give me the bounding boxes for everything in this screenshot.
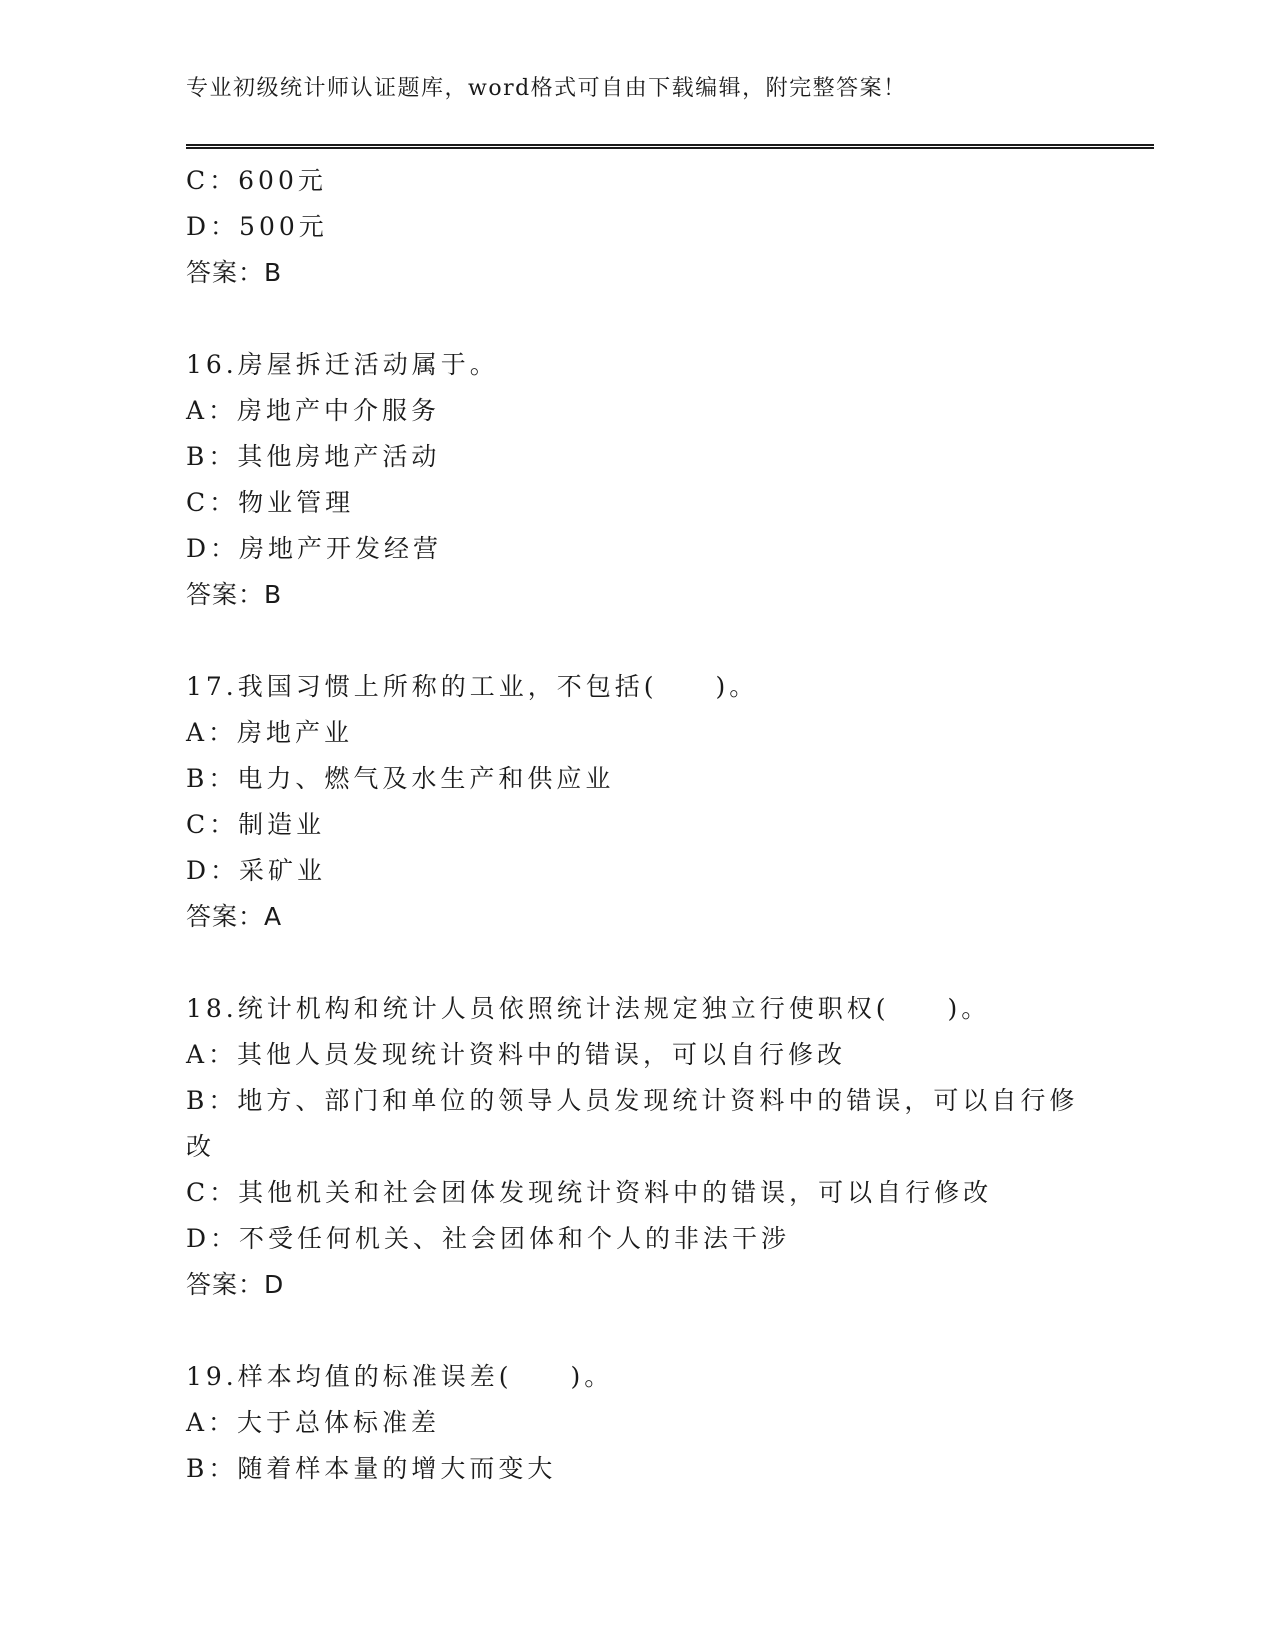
answer-line: 答案：A <box>186 902 283 931</box>
answer-line: 答案：D <box>186 1270 285 1299</box>
option-a: A：房地产中介服务 <box>186 396 441 425</box>
option-d: D：房地产开发经营 <box>186 534 443 563</box>
answer-line: 答案：B <box>186 580 283 609</box>
option-a: A：其他人员发现统计资料中的错误，可以自行修改 <box>186 1040 847 1069</box>
question-stem: 18.统计机构和统计人员依照统计法规定独立行使职权( )。 <box>186 994 991 1023</box>
spacer <box>186 618 1086 664</box>
option-b: B：地方、部门和单位的领导人员发现统计资料中的错误，可以自行修改 <box>186 1086 1079 1161</box>
option-b: B：随着样本量的增大而变大 <box>186 1454 557 1483</box>
question-content <box>186 158 1086 1492</box>
question-17 <box>186 664 1086 940</box>
option-d: D：不受任何机关、社会团体和个人的非法干涉 <box>186 1224 791 1253</box>
option-c: C：制造业 <box>186 810 326 839</box>
question-16 <box>186 342 1086 618</box>
question-stem: 16.房屋拆迁活动属于。 <box>186 350 499 379</box>
question-19 <box>186 1354 1086 1492</box>
option-a: A：大于总体标准差 <box>186 1408 441 1437</box>
spacer <box>186 1308 1086 1354</box>
option-c: C：物业管理 <box>186 488 355 517</box>
spacer <box>186 296 1086 342</box>
previous-question-tail <box>186 158 1086 296</box>
question-18 <box>186 986 1086 1308</box>
question-stem: 17.我国习惯上所称的工业，不包括( )。 <box>186 672 759 701</box>
question-stem: 19.样本均值的标准误差( )。 <box>186 1362 614 1391</box>
option-b: B：其他房地产活动 <box>186 442 441 471</box>
option-d: D：采矿业 <box>186 856 327 885</box>
option-c: C：600元 <box>186 166 327 195</box>
page-header: 专业初级统计师认证题库，word格式可自由下载编辑，附完整答案！ <box>186 76 907 101</box>
spacer <box>186 940 1086 986</box>
option-a: A：房地产业 <box>186 718 354 747</box>
answer-line: 答案：B <box>186 258 283 287</box>
option-c: C：其他机关和社会团体发现统计资料中的错误，可以自行修改 <box>186 1178 993 1207</box>
option-d: D：500元 <box>186 212 328 241</box>
option-b: B：电力、燃气及水生产和供应业 <box>186 764 615 793</box>
header-double-rule <box>186 144 1154 149</box>
